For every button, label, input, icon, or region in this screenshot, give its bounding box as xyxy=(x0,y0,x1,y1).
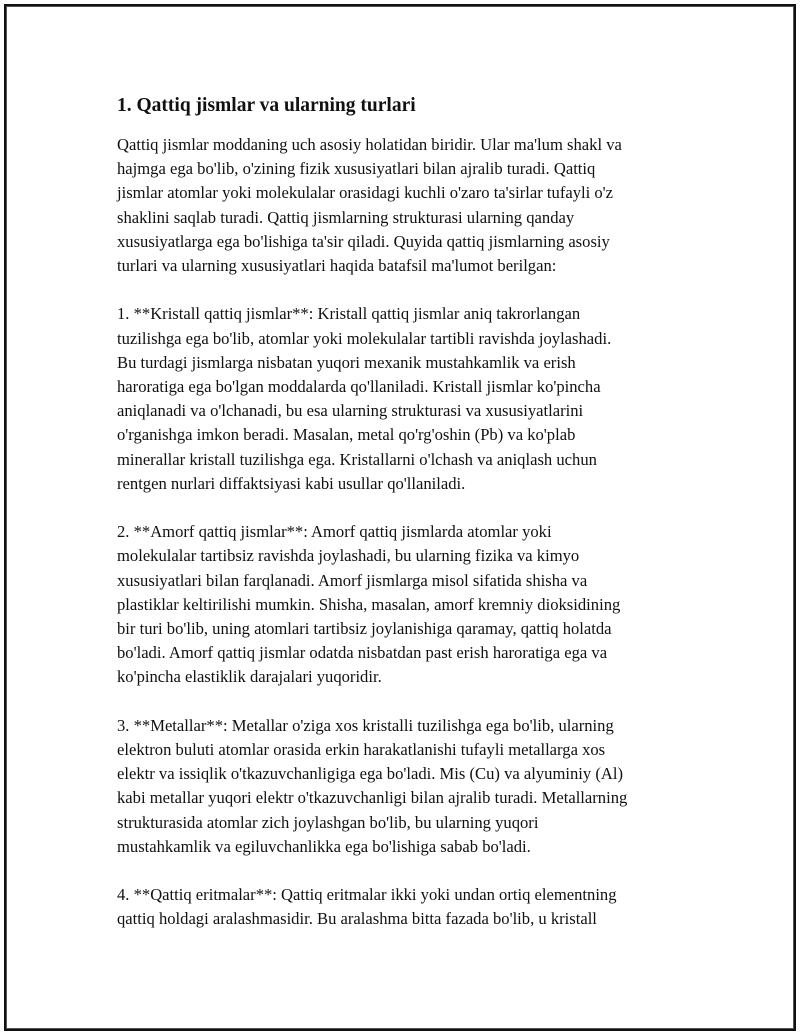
paragraph-line: 3. **Metallar**: Metallar o'ziga xos kristalli tuzilishga ega bo'lib, ularning xyxy=(117,715,614,735)
paragraph-line: strukturasida atomlar zich joylashgan bo'lib, bu ularning yuqori xyxy=(117,812,539,832)
paragraph-line: turlari va ularning xususiyatlari haqida batafsil ma'lumot berilgan: xyxy=(117,256,557,276)
paragraph-line: molekulalar tartibsiz ravishda joylashadi, bu ularning fizika va kimyo xyxy=(117,546,580,566)
paragraph-line: tuzilishga ega bo'lib, atomlar yoki molekulalar tartibli ravishda joylashadi. xyxy=(117,328,612,348)
paragraph-line: plastiklar keltirilishi mumkin. Shisha, masalan, amorf kremniy dioksidining xyxy=(117,594,621,614)
paragraph-line: haroratiga ega bo'lgan moddalarda qo'llaniladi. Kristall jismlar ko'pincha xyxy=(117,377,601,397)
paragraph-intro xyxy=(117,133,692,278)
paragraph-line: hajmga ega bo'lib, o'zining fizik xususiyatlari bilan ajralib turadi. Qattiq xyxy=(117,159,596,179)
paragraph-solid-solutions xyxy=(117,883,692,931)
paragraph-line: xususiyatlarga ega bo'lishiga ta'sir qiladi. Quyida qattiq jismlarning asosiy xyxy=(117,231,610,251)
paragraph-line: bo'ladi. Amorf qattiq jismlar odatda nisbatdan past erish haroratiga ega va xyxy=(117,643,608,663)
paragraph-line: 2. **Amorf qattiq jismlar**: Amorf qattiq jismlarda atomlar yoki xyxy=(117,522,552,542)
paragraph-line: o'rganishga imkon beradi. Masalan, metal qo'rg'oshin (Pb) va ko'plab xyxy=(117,425,576,445)
section-heading: 1. Qattiq jismlar va ularning turlari xyxy=(117,95,416,116)
paragraph-line: ko'pincha elastiklik darajalari yuqoridir. xyxy=(117,667,382,687)
paragraph-line: 4. **Qattiq eritmalar**: Qattiq eritmalar ikki yoki undan ortiq elementning xyxy=(117,885,617,905)
paragraph-line: kabi metallar yuqori elektr o'tkazuvchanligi bilan ajralib turadi. Metallarning xyxy=(117,788,628,808)
paragraph-line: Bu turdagi jismlarga nisbatan yuqori mexanik mustahkamlik va erish xyxy=(117,352,576,372)
paragraph-line: 1. **Kristall qattiq jismlar**: Kristall qattiq jismlar aniq takrorlangan xyxy=(117,304,581,324)
paragraph-line: aniqlanadi va o'lchanadi, bu esa ularning strukturasi va xususiyatlarini xyxy=(117,401,584,421)
paragraph-line: xususiyatlari bilan farqlanadi. Amorf jismlarga misol sifatida shisha va xyxy=(117,570,588,590)
paragraph-line: Qattiq jismlar moddaning uch asosiy holatidan biridir. Ular ma'lum shakl va xyxy=(117,135,622,154)
paragraph-metals xyxy=(117,714,692,859)
paragraph-line: bir turi bo'lib, uning atomlari tartibsiz joylanishiga qaramay, qattiq holatda xyxy=(117,619,612,639)
paragraph-line: minerallar kristall tuzilishga ega. Kristallarni o'lchash va aniqlash uchun xyxy=(117,449,597,469)
document-body xyxy=(117,92,692,956)
paragraph-line: shaklini saqlab turadi. Qattiq jismlarning strukturasi ularning qanday xyxy=(117,207,575,227)
paragraph-line: rentgen nurlari diffaktsiyasi kabi usullar qo'llaniladi. xyxy=(117,473,466,493)
paragraph-line: qattiq holdagi aralashmasidir. Bu aralashma bitta fazada bo'lib, u kristall xyxy=(117,909,597,929)
paragraph-line: mustahkamlik va egiluvchanlikka ega bo'lishiga sabab bo'ladi. xyxy=(117,836,531,856)
paragraph-amorphous-solids xyxy=(117,520,692,689)
paragraph-line: elektron buluti atomlar orasida erkin harakatlanishi tufayli metallarga xos xyxy=(117,740,606,760)
paragraph-line: elektr va issiqlik o'tkazuvchanligiga ega bo'ladi. Mis (Cu) va alyuminiy (Al) xyxy=(117,764,623,784)
paragraph-crystalline-solids xyxy=(117,302,692,496)
paragraph-line: jismlar atomlar yoki molekulalar orasidagi kuchli o'zaro ta'sirlar tufayli o'z xyxy=(117,183,614,203)
